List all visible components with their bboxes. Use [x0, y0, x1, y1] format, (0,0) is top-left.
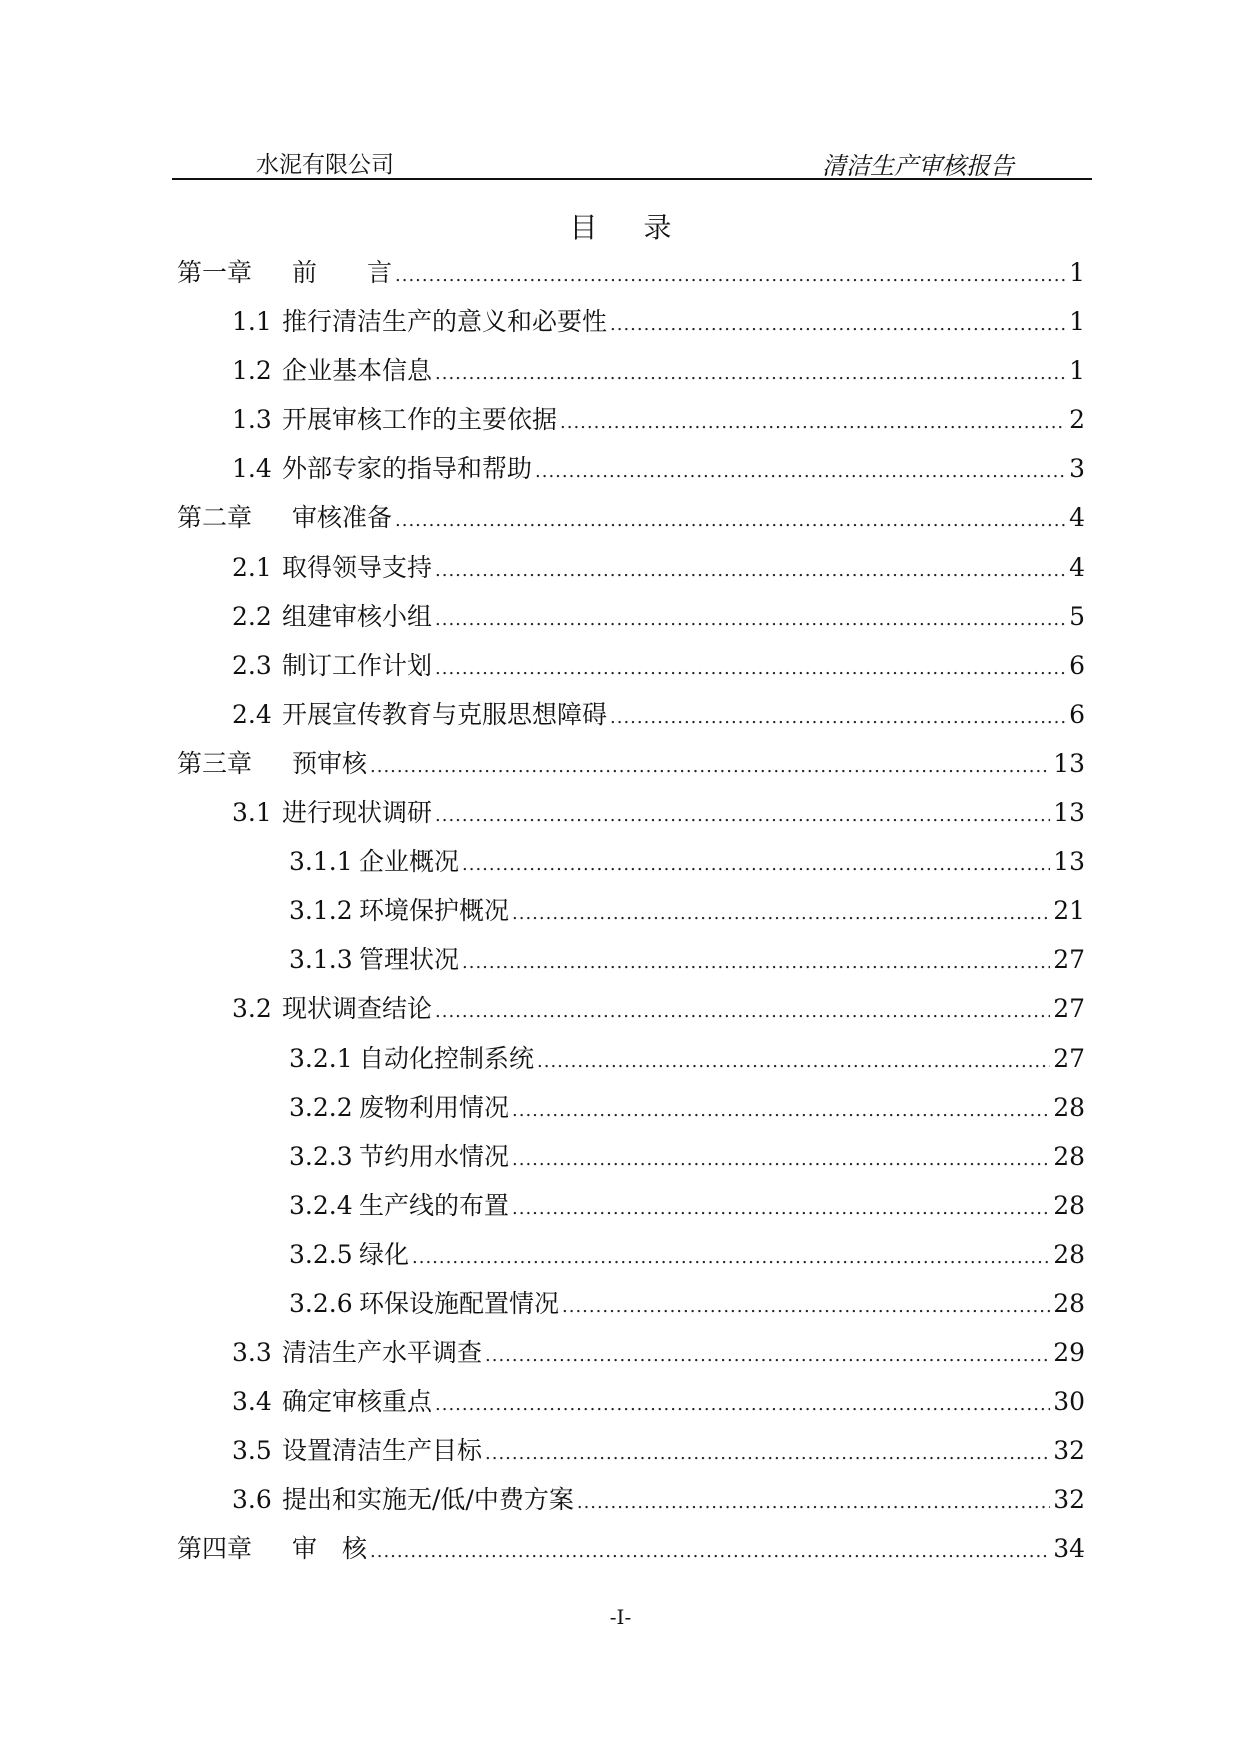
toc-entry[interactable]: [177, 940, 1085, 989]
toc-entry[interactable]: [177, 695, 1085, 744]
toc-entry-page: 28: [1053, 1141, 1085, 1171]
toc-entry-number: 1.2: [232, 356, 272, 386]
toc-entry-page: 2: [1069, 405, 1085, 435]
toc-entry-number: 3.2.5: [289, 1239, 353, 1269]
dot-leader: [535, 461, 1066, 482]
toc-entry[interactable]: [177, 1333, 1085, 1382]
dot-leader: [512, 1100, 1050, 1121]
toc-entry[interactable]: [177, 1235, 1085, 1284]
toc-entry[interactable]: [177, 842, 1085, 891]
dot-leader: [562, 1296, 1050, 1317]
toc-entry-page: 28: [1053, 1239, 1085, 1269]
toc-entry-number: 第二章: [177, 503, 253, 533]
toc-entry-number: 1.3: [232, 405, 272, 435]
toc-entry-page: 28: [1053, 1190, 1085, 1220]
toc-entry-label: 废物利用情况: [359, 1092, 510, 1122]
dot-leader: [370, 1541, 1050, 1562]
toc-entry-number: 3.2.4: [289, 1190, 353, 1220]
toc-entry-label: 环境保护概况: [359, 896, 510, 926]
toc-entry-label: 生产线的布置: [359, 1190, 510, 1220]
report-title: 清洁生产审核报告: [822, 152, 1014, 180]
toc-entry-number: 3.1.3: [289, 945, 353, 975]
company-name: 水泥有限公司: [256, 152, 394, 178]
toc-entry-label: 开展审核工作的主要依据: [282, 405, 558, 435]
toc-entry-page: 1: [1069, 356, 1085, 386]
toc-entry-number: 3.6: [232, 1485, 272, 1515]
dot-leader: [577, 1492, 1050, 1513]
toc-entry-number: 3.2.2: [289, 1092, 353, 1122]
toc-entry-label: 进行现状调研: [282, 798, 433, 828]
toc-entry-page: 1: [1069, 258, 1085, 287]
toc-entry-label: 预审核: [292, 748, 368, 778]
dot-leader: [560, 412, 1066, 433]
toc-entry-page: 13: [1053, 847, 1085, 877]
header-rule: [172, 178, 1092, 180]
dot-leader: [412, 1247, 1050, 1268]
toc-entry-number: 3.5: [232, 1436, 272, 1466]
toc-entry-label: 环保设施配置情况: [359, 1288, 560, 1318]
toc-entry[interactable]: [177, 449, 1085, 498]
toc-entry-page: 27: [1053, 1043, 1085, 1073]
toc-entry[interactable]: [177, 498, 1085, 547]
toc-entry-number: 3.1.2: [289, 896, 353, 926]
toc-entry-page: 1: [1069, 307, 1085, 337]
toc-entry-label: 外部专家的指导和帮助: [282, 454, 533, 484]
toc-entry-label: 节约用水情况: [359, 1141, 510, 1171]
toc-entry[interactable]: [177, 400, 1085, 449]
toc-entry-page: 32: [1053, 1485, 1085, 1515]
toc-entry-page: 13: [1053, 798, 1085, 828]
toc-entry-number: 3.2.6: [289, 1288, 353, 1318]
table-of-contents: [177, 253, 1085, 1579]
toc-entry[interactable]: [177, 646, 1085, 695]
dot-leader: [435, 658, 1066, 679]
toc-entry[interactable]: [177, 1480, 1085, 1529]
toc-entry-page: 4: [1069, 503, 1085, 533]
dot-leader: [512, 1149, 1050, 1170]
toc-entry-label: 企业概况: [359, 847, 460, 877]
dot-leader: [395, 510, 1066, 531]
dot-leader: [462, 854, 1050, 875]
toc-entry-number: 3.3: [232, 1338, 272, 1368]
dot-leader: [435, 805, 1050, 826]
toc-entry-label: 绿化: [359, 1239, 410, 1269]
dot-leader: [610, 707, 1066, 728]
dot-leader: [435, 1394, 1050, 1415]
dot-leader: [512, 1198, 1050, 1219]
dot-leader: [435, 363, 1066, 384]
dot-leader: [395, 265, 1066, 286]
toc-entry-label: 管理状况: [359, 945, 460, 975]
toc-entry-page: 28: [1053, 1288, 1085, 1318]
toc-entry-number: 3.1: [232, 798, 272, 828]
toc-title: 目录: [569, 211, 718, 244]
toc-entry[interactable]: [177, 793, 1085, 842]
toc-entry-label: 审 核: [292, 1534, 368, 1564]
dot-leader: [485, 1345, 1050, 1366]
toc-entry[interactable]: [177, 548, 1085, 597]
toc-entry-number: 第三章: [177, 748, 253, 778]
toc-entry-page: 5: [1069, 601, 1085, 631]
toc-entry[interactable]: [177, 1137, 1085, 1186]
toc-entry-number: 3.1.1: [289, 847, 353, 877]
toc-entry-label: 制订工作计划: [282, 650, 433, 680]
toc-entry-label: 前 言: [292, 258, 393, 287]
dot-leader: [435, 1001, 1050, 1022]
dot-leader: [370, 756, 1050, 777]
toc-entry-number: 2.1: [232, 552, 272, 582]
toc-entry[interactable]: [177, 744, 1085, 793]
toc-entry-label: 现状调查结论: [282, 994, 433, 1024]
toc-entry-number: 2.4: [232, 699, 272, 729]
dot-leader: [512, 903, 1050, 924]
toc-entry-number: 3.2.1: [289, 1043, 353, 1073]
toc-entry-number: 第四章: [177, 1534, 253, 1564]
dot-leader: [485, 1443, 1050, 1464]
toc-entry-label: 设置清洁生产目标: [282, 1436, 483, 1466]
toc-entry[interactable]: [177, 1284, 1085, 1333]
toc-entry[interactable]: [177, 253, 1085, 302]
toc-entry-label: 取得领导支持: [282, 552, 433, 582]
toc-entry-number: 2.3: [232, 650, 272, 680]
toc-entry-number: 2.2: [232, 601, 272, 631]
toc-entry-page: 6: [1069, 650, 1085, 680]
dot-leader: [435, 560, 1066, 581]
toc-entry-page: 27: [1053, 945, 1085, 975]
toc-entry[interactable]: [177, 1382, 1085, 1431]
toc-entry-page: 29: [1053, 1338, 1085, 1368]
toc-entry-number: 1.1: [232, 307, 272, 337]
toc-entry-page: 13: [1053, 748, 1085, 778]
toc-entry-page: 30: [1053, 1387, 1085, 1417]
toc-entry-label: 清洁生产水平调查: [282, 1338, 483, 1368]
toc-entry[interactable]: [177, 1186, 1085, 1235]
toc-entry-label: 自动化控制系统: [359, 1043, 535, 1073]
toc-entry-number: 第一章: [177, 258, 253, 287]
toc-entry[interactable]: [177, 1529, 1085, 1578]
toc-entry-number: 3.2.3: [289, 1141, 353, 1171]
toc-entry-label: 推行清洁生产的意义和必要性: [282, 307, 608, 337]
toc-entry-label: 确定审核重点: [282, 1387, 433, 1417]
toc-entry-page: 32: [1053, 1436, 1085, 1466]
toc-entry[interactable]: [177, 302, 1085, 351]
toc-entry-page: 4: [1069, 552, 1085, 582]
dot-leader: [610, 314, 1066, 335]
toc-entry-page: 6: [1069, 699, 1085, 729]
toc-entry[interactable]: [177, 351, 1085, 400]
toc-entry[interactable]: [177, 891, 1085, 940]
toc-entry-page: 3: [1069, 454, 1085, 484]
toc-entry[interactable]: [177, 989, 1085, 1038]
page-number: -I-: [609, 1605, 632, 1629]
dot-leader: [462, 952, 1050, 973]
dot-leader: [435, 609, 1066, 630]
toc-entry-label: 审核准备: [292, 503, 393, 533]
toc-entry[interactable]: [177, 1088, 1085, 1137]
toc-entry-number: 3.2: [232, 994, 272, 1024]
toc-entry[interactable]: [177, 597, 1085, 646]
toc-entry-page: 21: [1053, 896, 1085, 926]
dot-leader: [537, 1051, 1050, 1072]
toc-entry-label: 组建审核小组: [282, 601, 433, 631]
toc-entry-page: 34: [1053, 1534, 1085, 1564]
toc-entry-label: 开展宣传教育与克服思想障碍: [282, 699, 608, 729]
page-header: [172, 140, 1092, 180]
toc-entry-page: 27: [1053, 994, 1085, 1024]
toc-entry-page: 28: [1053, 1092, 1085, 1122]
toc-entry[interactable]: [177, 1431, 1085, 1480]
toc-entry-number: 3.4: [232, 1387, 272, 1417]
toc-entry[interactable]: [177, 1039, 1085, 1088]
toc-entry-label: 提出和实施无/低/中费方案: [282, 1485, 574, 1515]
toc-entry-number: 1.4: [232, 454, 272, 484]
toc-entry-label: 企业基本信息: [282, 356, 433, 386]
